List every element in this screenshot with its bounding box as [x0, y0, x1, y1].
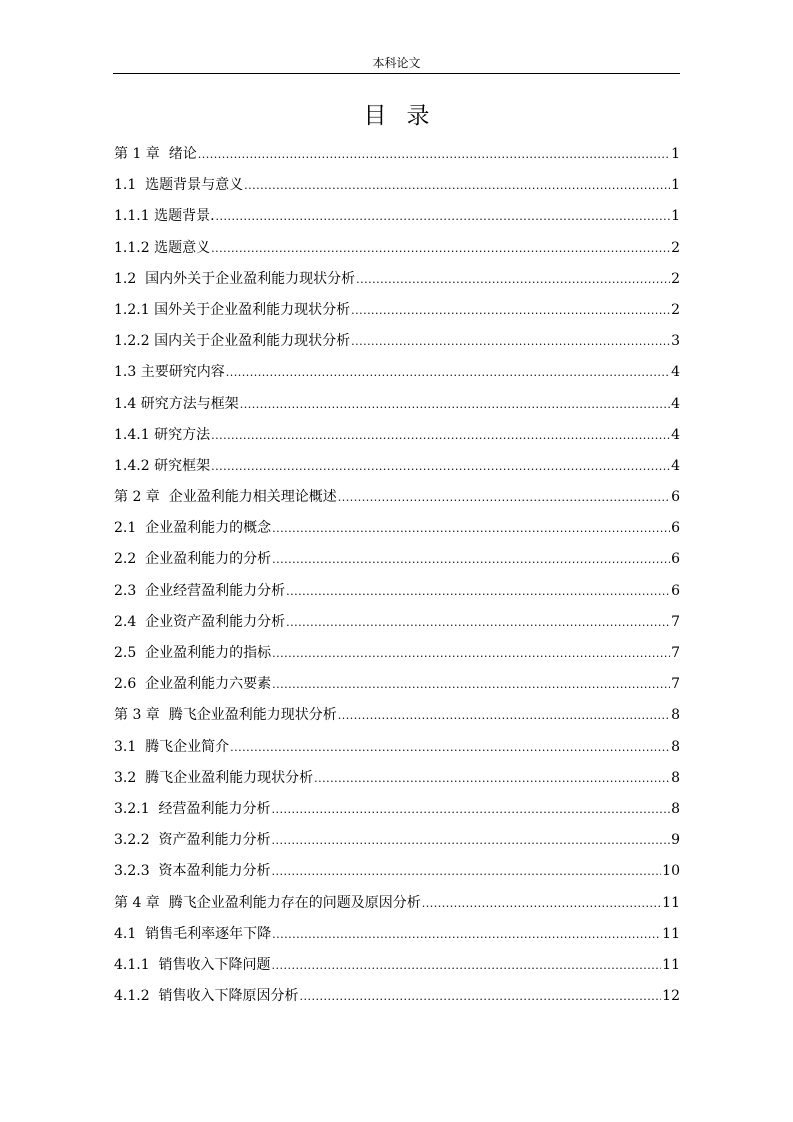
toc-entry-label: 2.6 企业盈利能力六要素	[114, 676, 272, 693]
toc-entry[interactable]	[114, 298, 680, 329]
toc-entry[interactable]	[114, 454, 680, 485]
toc-entry-page: 2	[671, 301, 680, 318]
toc-entry-page: 8	[671, 738, 680, 755]
toc-entry-page: 1	[671, 177, 680, 194]
dot-leader	[351, 299, 670, 323]
toc-entry[interactable]	[114, 953, 680, 984]
toc-entry-page: 9	[671, 832, 680, 849]
toc-entry[interactable]	[114, 236, 680, 267]
dot-leader	[272, 829, 671, 853]
toc-entry[interactable]	[114, 423, 680, 454]
toc-entry-label: 4.1.1 销售收入下降问题	[114, 956, 271, 973]
dot-leader	[286, 611, 670, 635]
toc-entry-page: 12	[662, 988, 680, 1005]
dot-leader	[314, 767, 670, 791]
toc-entry-page: 8	[671, 707, 680, 724]
toc-entry-label: 第 2 章 企业盈利能力相关理论概述	[114, 489, 337, 506]
dot-leader	[198, 143, 670, 167]
toc-entry-label: 1.2.2 国内关于企业盈利能力现状分析	[114, 333, 351, 350]
toc-entry-page: 1	[671, 208, 680, 225]
dot-leader	[211, 237, 670, 261]
toc-entry-page: 11	[662, 925, 680, 942]
toc-entry-label: 1.2.1 国外关于企业盈利能力现状分析	[114, 301, 351, 318]
toc-entry-label: 第 4 章 腾飞企业盈利能力存在的问题及原因分析	[114, 894, 421, 911]
toc-entry-page: 7	[671, 645, 680, 661]
toc-entry[interactable]	[114, 828, 680, 859]
toc-entry[interactable]	[114, 703, 680, 734]
running-header: 本科论文	[372, 56, 421, 70]
header-rule	[113, 73, 680, 74]
dot-leader	[240, 393, 670, 417]
toc-entry[interactable]	[114, 641, 680, 672]
toc-entry-label: 3.2.2 资产盈利能力分析	[114, 832, 271, 849]
toc-entry[interactable]	[114, 547, 680, 578]
toc-entry-label: 2.4 企业资产盈利能力分析	[114, 613, 286, 630]
dot-leader	[272, 517, 670, 541]
toc-entry[interactable]	[114, 485, 680, 516]
toc-entry-page: 2	[671, 239, 680, 256]
toc-entry[interactable]	[114, 142, 680, 173]
toc-entry-label: 1.4.1 研究方法	[114, 426, 211, 443]
dot-leader	[211, 424, 670, 448]
toc-entry-page: 11	[662, 956, 680, 973]
toc-entry[interactable]	[114, 859, 680, 890]
toc-entry[interactable]	[114, 173, 680, 204]
toc-entry-page: 7	[671, 613, 680, 630]
toc-entry[interactable]	[114, 392, 680, 423]
toc-entry-label: 2.3 企业经营盈利能力分析	[114, 582, 286, 599]
toc-entry-page: 4	[671, 395, 680, 412]
toc-entry-page: 11	[662, 894, 680, 911]
toc-entry-page: 8	[671, 769, 680, 786]
toc-entry[interactable]	[114, 922, 680, 953]
toc-entry[interactable]	[114, 516, 680, 547]
dot-leader	[272, 954, 662, 978]
toc-title: 目录	[363, 103, 450, 129]
toc-entry-page: 10	[662, 863, 680, 880]
toc-entry[interactable]	[114, 267, 680, 298]
dot-leader	[272, 860, 662, 884]
toc-entry-label: 2.1 企业盈利能力的概念	[114, 520, 272, 537]
toc-entry-label: 3.1 腾飞企业简介	[114, 738, 230, 755]
toc-entry-page: 6	[671, 520, 680, 537]
toc-entry-page: 4	[671, 364, 680, 381]
dot-leader	[338, 704, 670, 728]
dot-leader	[300, 985, 662, 1009]
toc-entry-label: 3.2.1 经营盈利能力分析	[114, 800, 271, 817]
toc-entry[interactable]	[114, 610, 680, 641]
toc-entry-page: 6	[671, 551, 680, 568]
toc-entry[interactable]	[114, 329, 680, 360]
toc-entry[interactable]	[114, 766, 680, 797]
dot-leader	[272, 923, 661, 947]
dot-leader	[216, 205, 671, 229]
toc-entry-label: 1.4 研究方法与框架	[114, 395, 239, 412]
toc-entry-page: 7	[671, 676, 680, 693]
toc-entry-page: 4	[671, 457, 680, 474]
toc-entry-page: 2	[671, 270, 680, 287]
dot-leader	[272, 673, 670, 697]
toc-entry-label: 2.2 企业盈利能力的分析	[114, 551, 272, 568]
dot-leader	[211, 455, 670, 479]
toc-entry[interactable]	[114, 672, 680, 703]
toc-entry-label: 第 3 章 腾飞企业盈利能力现状分析	[114, 707, 337, 724]
toc-entry-label: 1.3 主要研究内容	[114, 364, 225, 381]
toc-entry-label: 1.1.2 选题意义	[114, 239, 211, 256]
toc-entry-label: 3.2.3 资本盈利能力分析	[114, 863, 271, 880]
table-of-contents	[114, 142, 680, 1015]
dot-leader	[230, 736, 670, 760]
toc-entry-label: 3.2 腾飞企业盈利能力现状分析	[114, 769, 314, 786]
dot-leader	[272, 642, 670, 666]
dot-leader	[244, 174, 670, 198]
dot-leader	[338, 486, 670, 510]
toc-entry-label: 第 1 章 绪论	[114, 146, 197, 162]
dot-leader	[351, 330, 670, 354]
toc-entry-label: 1.1.1 选题背景.	[114, 208, 215, 225]
dot-leader	[272, 548, 670, 572]
toc-entry[interactable]	[114, 984, 680, 1015]
dot-leader	[226, 361, 670, 385]
toc-entry-label: 1.1 选题背景与意义	[114, 177, 244, 194]
toc-entry[interactable]	[114, 797, 680, 828]
toc-entry[interactable]	[114, 579, 680, 610]
toc-entry-page: 3	[671, 333, 680, 350]
toc-entry[interactable]	[114, 360, 680, 391]
dot-leader	[422, 892, 661, 916]
toc-entry[interactable]	[114, 735, 680, 766]
toc-entry-label: 1.4.2 研究框架	[114, 457, 211, 474]
toc-entry-page: 1	[671, 146, 680, 162]
toc-entry-page: 4	[671, 426, 680, 443]
toc-entry-page: 8	[671, 800, 680, 817]
dot-leader	[272, 798, 671, 822]
toc-entry-label: 4.1 销售毛利率逐年下降	[114, 925, 272, 942]
toc-entry-page: 6	[671, 582, 680, 599]
toc-entry-label: 4.1.2 销售收入下降原因分析	[114, 988, 299, 1005]
toc-entry[interactable]	[114, 891, 680, 922]
toc-entry-label: 1.2 国内外关于企业盈利能力现状分析	[114, 270, 356, 287]
toc-entry[interactable]	[114, 204, 680, 235]
toc-entry-page: 6	[671, 489, 680, 506]
dot-leader	[286, 580, 670, 604]
toc-entry-label: 2.5 企业盈利能力的指标	[114, 645, 272, 661]
dot-leader	[356, 268, 670, 292]
